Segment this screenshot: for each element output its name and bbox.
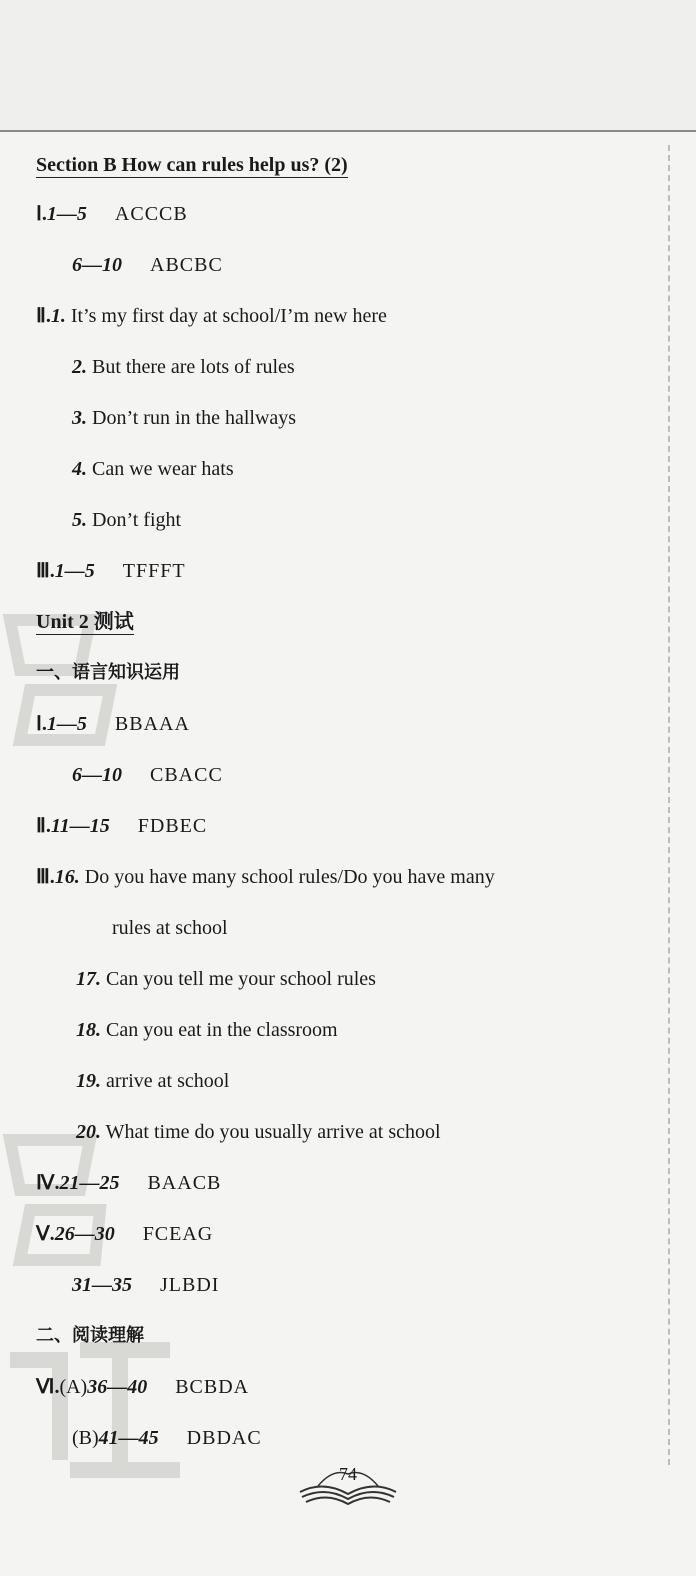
test-part3-item-17: 17. Can you tell me your school rules (76, 968, 376, 990)
test-part3-item-16-continued: rules at school (112, 917, 228, 939)
part2-item-3: 3. Don’t run in the hallways (72, 407, 297, 429)
section-title: Section B How can rules help us? (2) (36, 154, 348, 176)
test-part3-item-20: 20. What time do you usually arrive at school (76, 1121, 441, 1143)
test-part6-row-a: Ⅵ.(A)36—40 BCBDA (36, 1376, 250, 1398)
test-part5-row-2: 31—35 JLBDI (72, 1274, 220, 1296)
test-part1-row-2: 6—10 CBACC (72, 764, 223, 786)
part3-row: Ⅲ.1—5 TFFFT (36, 560, 186, 582)
section-one-title: 一、语言知识运用 (36, 662, 180, 683)
test-part3-item-19: 19. arrive at school (76, 1070, 230, 1092)
test-part4-row: Ⅳ.21—25 BAACB (36, 1172, 222, 1194)
test-part5-row-1: Ⅴ.26—30 FCEAG (36, 1223, 214, 1245)
test-part3-item-18: 18. Can you eat in the classroom (76, 1019, 338, 1041)
test-part1-row-1: Ⅰ.1—5 BBAAA (36, 713, 190, 735)
test-part3-item-16: Ⅲ.16. Do you have many school rules/Do you have many (36, 866, 495, 888)
section-two-title: 二、阅读理解 (36, 1325, 144, 1346)
page-footer (298, 1462, 398, 1506)
part1-row-2: 6—10 ABCBC (72, 254, 223, 276)
test-part2-row: Ⅱ.11—15 FDBEC (36, 815, 208, 837)
part2-item-2: 2. But there are lots of rules (72, 356, 295, 378)
unit-test-title: Unit 2 测试 (36, 611, 134, 633)
page-number: 74 (339, 1464, 357, 1484)
test-part6-row-b: (B)41—45 DBDAC (72, 1427, 262, 1449)
part1-row-1: Ⅰ.1—5 ACCCB (36, 203, 188, 225)
part2-item-4: 4. Can we wear hats (72, 458, 234, 480)
part2-item-1: Ⅱ.1. It’s my first day at school/I’m new here (36, 305, 387, 327)
part2-item-5: 5. Don’t fight (72, 509, 182, 531)
